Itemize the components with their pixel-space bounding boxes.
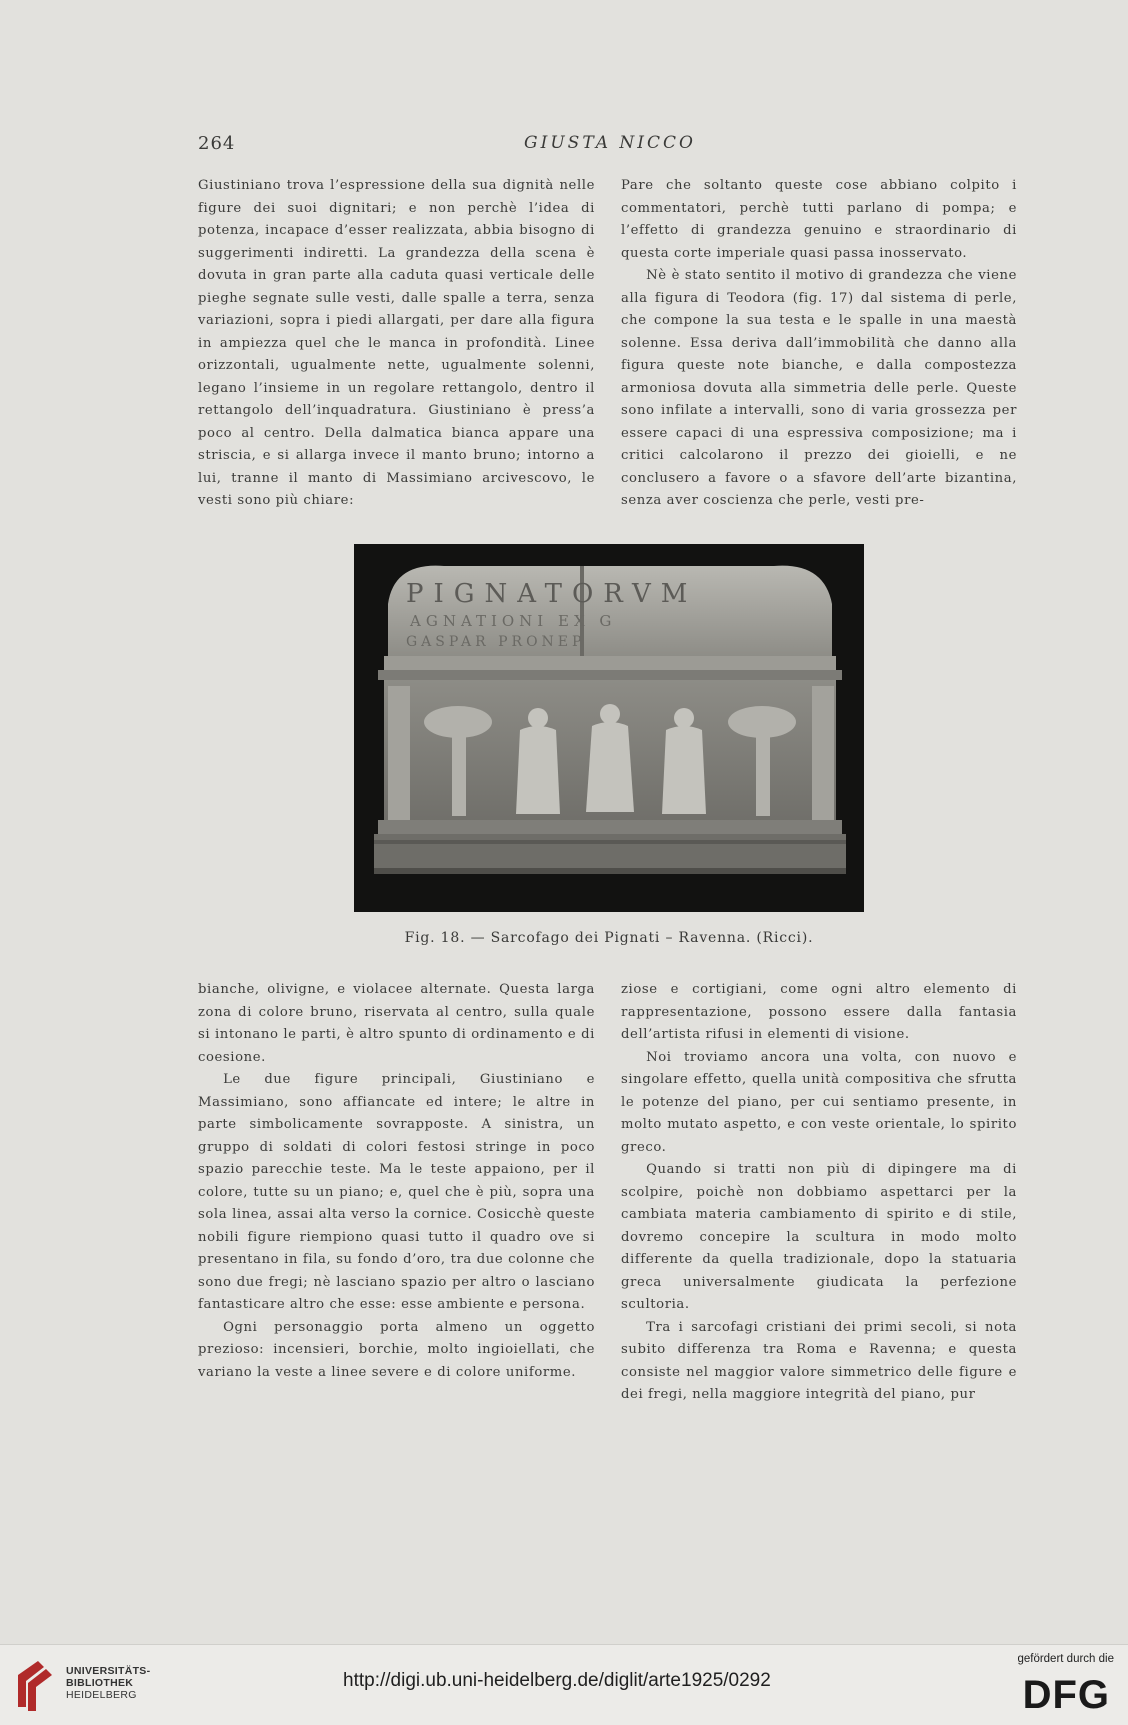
sponsor-text: gefördert durch die: [1017, 1653, 1114, 1665]
sarcophagus-photo: [354, 544, 864, 912]
page-number: 264: [198, 133, 236, 154]
dfg-logo: DFG: [1022, 1673, 1110, 1717]
paragraph: Giustiniano trova l’espressione della sua dignità nelle figure dei suoi dignitari; e non perchè l’idea di potenza, incapace d’esser realizzata, abbia bisogno di suggerimenti indiretti. La grandezza della scena è dovuta in gran parte alla caduta quasi verticale delle pieghe segnate sulle vesti, dalle spalle a terra, senza variazioni, sopra i piedi allargati, per dare alla figura in ampiezza quel che le manca in profondità. Linee orizzontali, ugualmente nette, ugualmente solenni, legano l’insieme in un regolare rettangolo, dentro il rettangolo dell’inquadratura. Giustiniano è press’a poco al centro. Della dalmatica bianca appare una striscia, e si allarga invece il manto bruno; intorno a lui, tranne il manto di Massimiano arcivescovo, le vesti sono più chiare:: [198, 178, 595, 508]
text-column-bottom-left: [198, 979, 595, 1384]
text-column-top-right: [621, 175, 1017, 513]
paragraph: Pare che soltanto queste cose abbiano colpito i commentatori, perchè tutti parlano di pompa; e l’effetto di grandezza genuino e straordinario di questa corte imperiale quasi passa inosservato.: [621, 178, 1017, 261]
paragraph: bianche, olivigne, e violacee alternate. Questa larga zona di colore bruno, riservata al centro, sulla quale si intonano le parti, è altro spunto di ordinamento e di coesione.: [198, 982, 595, 1065]
paragraph: Tra i sarcofagi cristiani dei primi secoli, si nota subito differenza tra Roma e Ravenna; e questa consiste nel maggior valore simmetrico delle figure e dei fregi, nella maggiore integrità del piano, pur: [621, 1319, 1017, 1402]
library-line-1: UNIVERSITÄTS-: [66, 1665, 151, 1677]
permalink-url[interactable]: http://digi.ub.uni-heidelberg.de/diglit/arte1925/0292: [343, 1670, 771, 1691]
figure-caption: Fig. 18. — Sarcofago dei Pignati – Ravenna. (Ricci).: [404, 930, 814, 946]
running-title: GIUSTA NICCO: [524, 133, 696, 153]
paragraph: Le due figure principali, Giustiniano e Massimiano, sono affiancate ed intere; le altre in parte simbolicamente sovrapposte. A sinistra, un gruppo di soldati di colori festosi stringe in poco spazio parecchie teste. Ma le teste appaiono, per il colore, tutte su un piano; e, quel che è più, sopra una sola linea, assai alta verso la cornice. Cosicchè queste nobili figure riempiono quasi tutto il quadro ove si presentano in fila, su fondo d’oro, tra due colonne che sono due fregi; nè lasciano spazio per altro o lasciano fantasticare altro che esse: esse ambiente e persona.: [198, 1072, 595, 1312]
inscription-line-3: GASPAR PRONEP: [406, 634, 586, 650]
sarcophagus-illustration: [354, 544, 864, 912]
library-line-2: BIBLIOTHEK: [66, 1677, 134, 1689]
footer-bar: [0, 1644, 1128, 1725]
university-library-logo-icon: [14, 1655, 58, 1715]
paragraph: ziose e cortigiani, come ogni altro elemento di rappresentazione, possono essere dalla fantasia dell’artista rifusi in elementi di visione.: [621, 982, 1017, 1042]
paragraph: Ogni personaggio porta almeno un oggetto prezioso: incensieri, borchie, molto ingioiellati, che variano la veste a linee severe e di colore uniforme.: [198, 1319, 595, 1380]
text-column-top-left: [198, 175, 595, 513]
inscription-line-2: AGNATIONI EX G: [410, 612, 617, 630]
paragraph: Noi troviamo ancora una volta, con nuovo e singolare effetto, quella unità compositiva che sfrutta le potenze del piano, per cui sentiamo presente, in molto mutato aspetto, e con veste orientale, lo spirito greco.: [621, 1049, 1017, 1155]
running-header: [198, 133, 1022, 159]
paragraph: Nè è stato sentito il motivo di grandezza che viene alla figura di Teodora (fig. 17) dal sistema di perle, che compone la sua testa e le spalle in una maestà solenne. Essa deriva dall’immobilità che danno alla figura queste note bianche, e dalla compostezza armoniosa dovuta alla simmetria delle perle. Queste sono infilate a intervalli, sono di varia grossezza per essere capaci di una espressiva composizione; ma i critici calcolarono il prezzo dei gioielli, e ne conclusero a favore o a sfavore dell’arte bizantina, senza aver coscienza che perle, vesti pre-: [621, 268, 1017, 508]
paragraph: Quando si tratti non più di dipingere ma di scolpire, poichè non dobbiamo aspettarci per la cambiata materia cambiamento di spirito e di stile, dovremo concepire la scultura in modo molto differente da quella tradizionale, dopo la statuaria greca universalmente giudicata la perfezione scultoria.: [621, 1162, 1017, 1312]
library-line-3: HEIDELBERG: [66, 1689, 137, 1701]
library-name: [66, 1665, 150, 1701]
text-column-bottom-right: [621, 979, 1017, 1407]
inscription-line-1: PIGNATORVM: [406, 579, 698, 609]
